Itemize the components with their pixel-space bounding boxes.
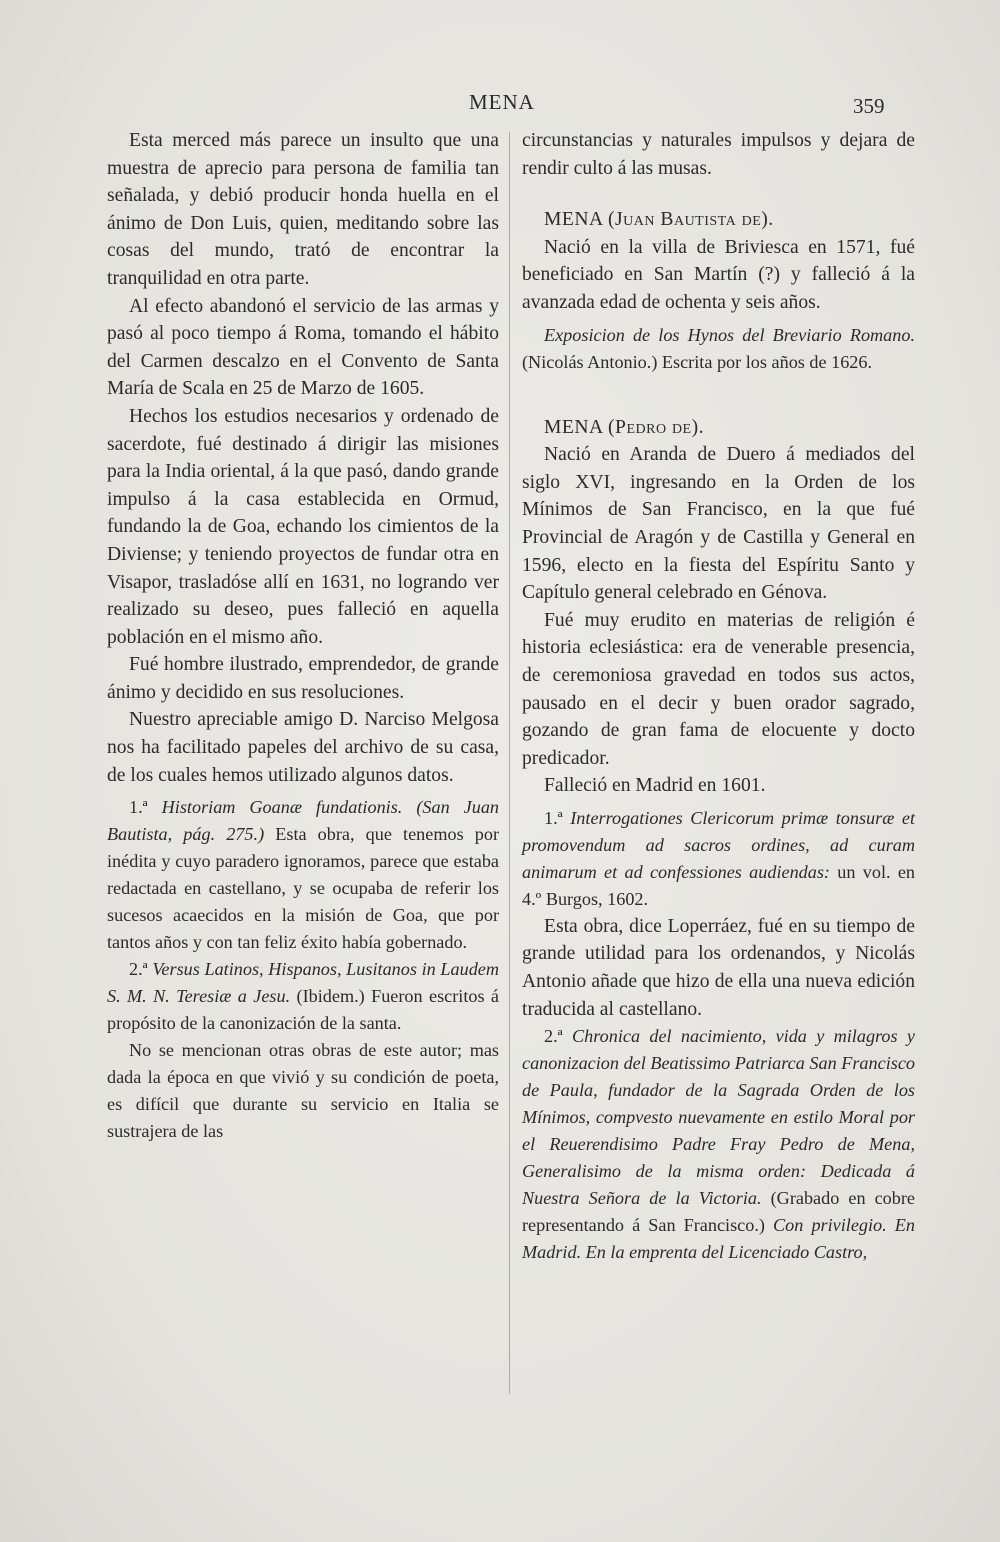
item-number: 2.ª [544, 1026, 563, 1047]
work-description: (Ibidem.) Fueron escritos á propósito de la canonización de la santa. [107, 986, 500, 1034]
bibliography-item [522, 805, 915, 913]
source-reference: (San Juan Bautista, pág. 275.) [107, 797, 500, 845]
entry-surname: MENA [544, 416, 603, 438]
paragraph: Esta obra, dice Loperráez, fué en su tiempo de grande utilidad para los ordenandos, y Nicolás Antonio añade que hizo de ella una nueva edición traducida al castellano. [522, 915, 915, 1020]
work-title: Exposicion de los Hynos del Breviario Romano. [544, 324, 915, 345]
paragraph: Al efecto abandonó el servicio de las armas y pasó al poco tiempo á Roma, tomando el hábito del Carmen descalzo en el Convento de Santa María de Scala en 25 de Marzo de 1605. [107, 295, 499, 400]
paragraph: Esta merced más parece un insulto que una muestra de aprecio para persona de familia tan señalada, y debió producir honda huella en el ánimo de Don Luis, quien, meditando sobre las cosas del mundo, trató de encontrar la tranquilidad en otra parte. [107, 130, 499, 289]
item-number: 1.ª [544, 807, 563, 828]
work-title: Chronica del nacimiento, vida y milagros y canonizacion del Beatissimo Patriarca San Francisco de Paula, fundador de la Sagrada Orden de los Mínimos, compvesto nuevamente en estilo Moral por el Reuerendisimo Padre Fray Pedro de Mena, Generalisimo de la misma orden: Dedicada á Nuestra Señora de la Victoria. [522, 1026, 916, 1209]
paragraph: Hechos los estudios necesarios y ordenado de sacerdote, fué destinado á dirigir las misiones para la India oriental, á la que pasó, dando grande impulso á la casa establecida en Ormud, fundando la de Goa, echando los cimientos de la Diviense; y teniendo proyectos de fundar otra en Visapor, trasladóse allí en 1631, no logrando ver realizado su deseo, pues falleció en aquella población en el mismo año. [107, 405, 499, 648]
paragraph: No se mencionan otras obras de este autor; mas dada la época en que vivió y su condición de poeta, es difícil que durante su servicio en Italia se sustrajera de las [107, 1040, 499, 1142]
bibliography-item [522, 322, 915, 376]
entry-given-name: (Juan Bautista de). [608, 209, 774, 231]
paragraph: Nació en la villa de Briviesca en 1571, fué beneficiado en San Martín (?) y falleció á la avanzada edad de ochenta y seis años. [522, 236, 915, 313]
item-number: 1.ª [129, 797, 148, 818]
column-rule [509, 132, 510, 1394]
entry-given-name: (Pedro de). [608, 416, 705, 438]
left-column [107, 127, 499, 1145]
entry-heading [522, 414, 915, 442]
work-description: (Grabado en cobre representando á San Francisco.) [522, 1188, 916, 1236]
paragraph: Falleció en Madrid en 1601. [544, 775, 766, 797]
work-description: Esta obra, que tenemos por inédita y cuyo paradero ignoramos, parece que estaba redactada en castellano, y se ocupaba de referir los sucesos acaecidos en la misión de Goa, que por tantos años y con tan feliz éxito había gobernado. [107, 824, 500, 953]
paragraph: Nuestro apreciable amigo D. Narciso Melgosa nos ha facilitado papeles del archivo de su casa, de los cuales hemos utilizado algunos datos. [107, 709, 499, 786]
entry-heading [522, 206, 915, 234]
page-header [0, 88, 1000, 118]
right-column [522, 127, 915, 1266]
work-title: Interrogationes Clericorum primæ tonsuræ et promovendum ad sacros ordines, ad curam animarum et ad confessiones audiendas: [522, 807, 916, 882]
page-number: 359 [853, 94, 885, 118]
paragraph: Fué hombre ilustrado, emprendedor, de grande ánimo y decidido en sus resoluciones. [107, 654, 499, 703]
continued-paragraph: circunstancias y naturales impulsos y dejara de rendir culto á las musas. [522, 130, 915, 179]
work-description: un vol. en 4.º Burgos, 1602. [522, 861, 916, 909]
bibliography-item [107, 794, 499, 956]
bibliography-item [107, 956, 499, 1037]
item-number: 2.ª [129, 959, 148, 980]
work-description: (Nicolás Antonio.) Escrita por los años de 1626. [522, 351, 873, 372]
work-title: Versus Latinos, Hispanos, Lusitanos in Laudem S. M. N. Teresiæ a Jesu. [107, 959, 499, 1007]
imprint: Con privilegio. En Madrid. En la emprenta del Licenciado Castro, [522, 1215, 915, 1263]
bibliography-item [522, 1023, 915, 1266]
paragraph: Fué muy erudito en materias de religión é historia eclesiástica: era de venerable presencia, de ceremoniosa gravedad en todos sus actos, pausado en el decir y buen orador sagrado, gozando de gran fama de elocuente y docto predicador. [522, 609, 915, 769]
work-title: Historiam Goanæ fundationis. [161, 797, 403, 818]
paragraph: Nació en Aranda de Duero á mediados del siglo XVI, ingresando en la Orden de los Mínimos de San Francisco, en la que fué Provincial de Aragón y de Castilla y General en 1596, electo en la fiesta del Espíritu Santo y Capítulo general celebrado en Génova. [522, 444, 915, 604]
entry-surname: MENA [544, 209, 603, 231]
running-title: MENA [469, 90, 535, 114]
